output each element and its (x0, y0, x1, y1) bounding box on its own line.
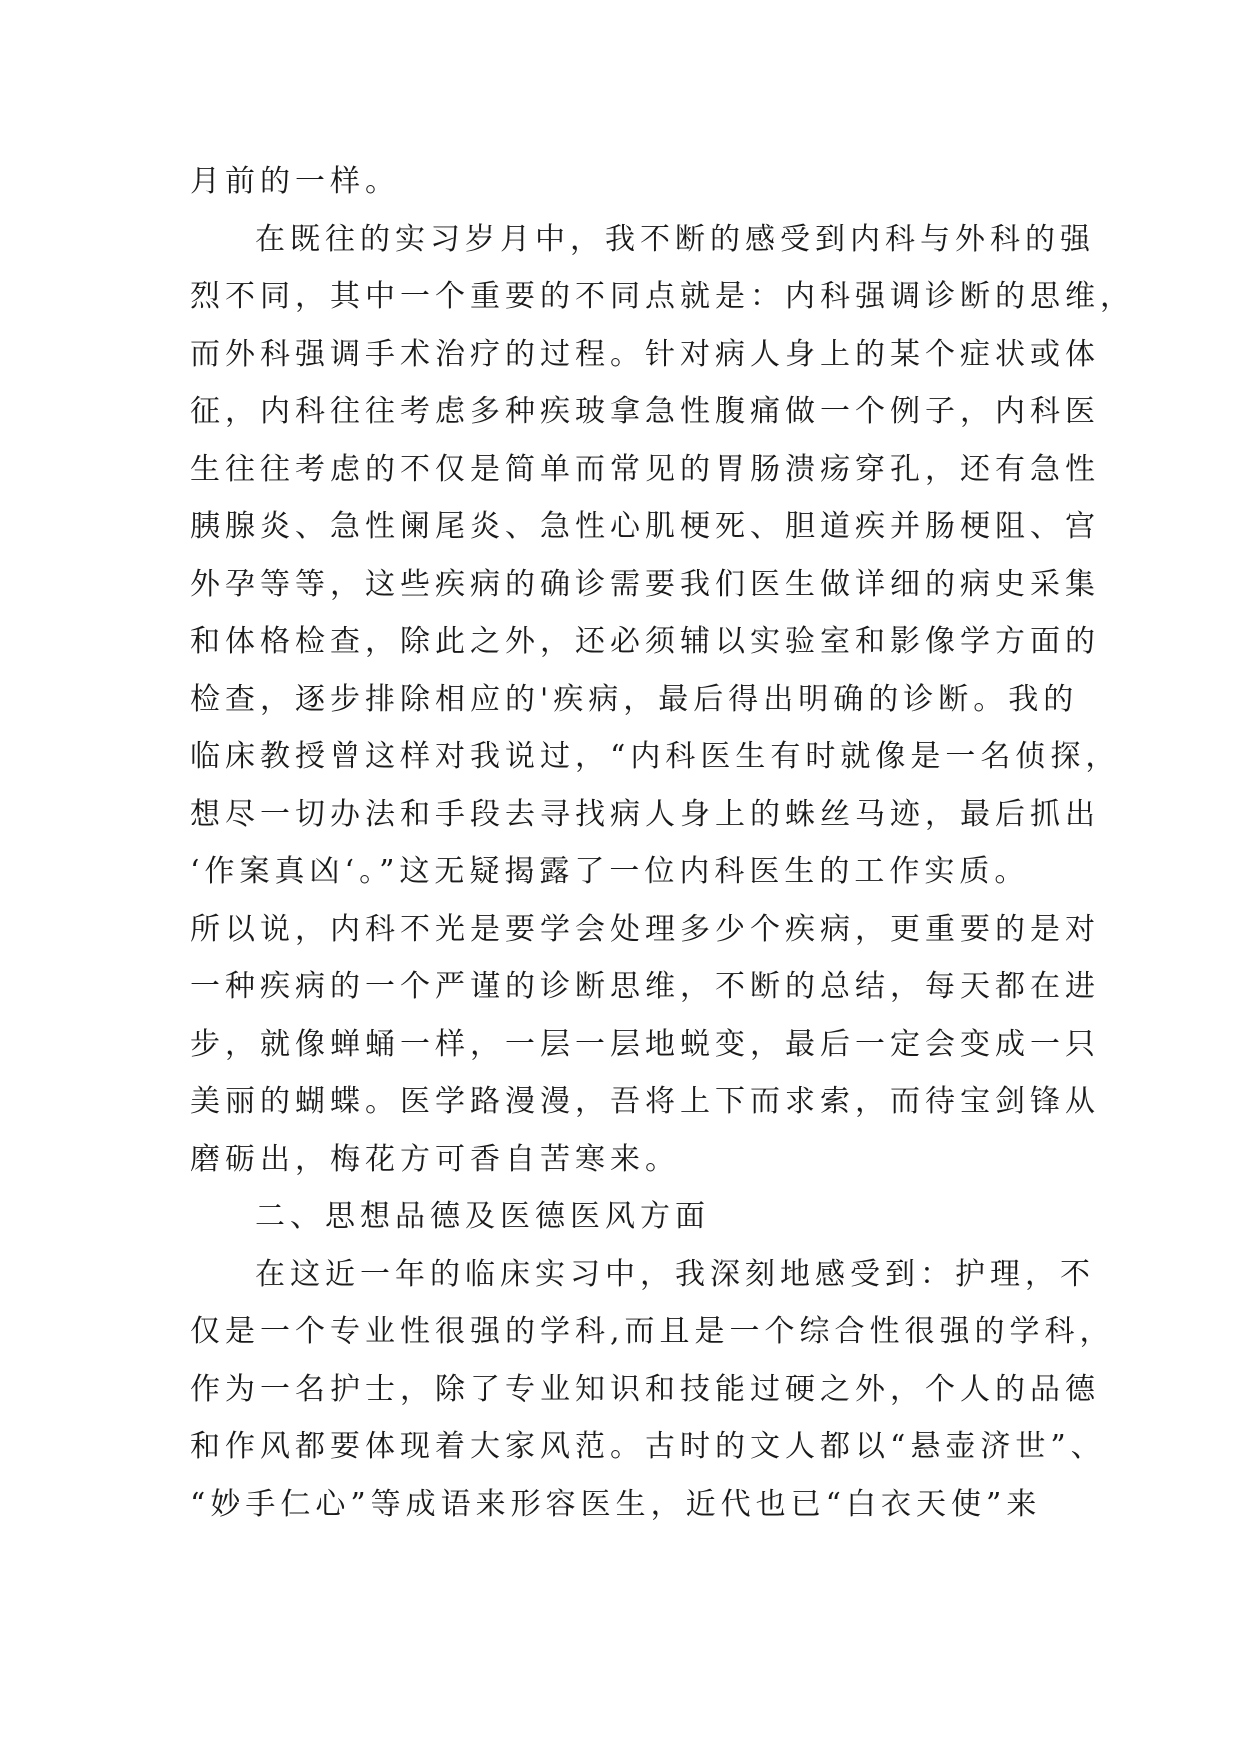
text-line: 生往往考虑的不仅是简单而常见的胃肠溃疡穿孔，还有急性 (190, 451, 1100, 487)
text-line: ‘作案真凶‘。”这无疑揭露了一位内科医生的工作实质。 (190, 854, 1030, 889)
text-line: 步，就像蝉蛹一样，一层一层地蜕变，最后一定会变成一只 (190, 1026, 1100, 1062)
document-body (190, 153, 1135, 1533)
text-line: 而外科强调手术治疗的过程。针对病人身上的某个症状或体 (190, 336, 1100, 372)
text-line: 磨砺出，梅花方可香自苦寒来。 (190, 1141, 680, 1177)
text-line: 月前的一样。 (190, 164, 400, 199)
text-line: 作为一名护士，除了专业知识和技能过硬之外，个人的品德 (190, 1371, 1100, 1407)
paragraph-start-line: 在这近一年的临床实习中，我深刻地感受到：护理，不 (255, 1256, 1095, 1292)
paragraph-start-line: 在既往的实习岁月中，我不断的感受到内科与外科的强 (255, 221, 1095, 257)
section-heading: 二、思想品德及医德医风方面 (255, 1199, 710, 1234)
text-line: 胰腺炎、急性阑尾炎、急性心肌梗死、胆道疾并肠梗阻、宫 (190, 509, 1100, 544)
text-line: 所以说，内科不光是要学会处理多少个疾病，更重要的是对 (190, 911, 1100, 947)
text-line: 检查，逐步排除相应的'疾病，最后得出明确的诊断。我的 (190, 681, 1079, 717)
text-line: 美丽的蝴蝶。医学路漫漫，吾将上下而求索，而待宝剑锋从 (190, 1084, 1100, 1119)
text-line: 和体格检查，除此之外，还必须辅以实验室和影像学方面的 (190, 624, 1100, 659)
text-line: 一种疾病的一个严谨的诊断思维，不断的总结，每天都在进 (190, 969, 1100, 1004)
text-line: 想尽一切办法和手段去寻找病人身上的蛛丝马迹，最后抓出 (190, 796, 1100, 832)
text-line: 仅是一个专业性很强的学科,而且是一个综合性很强的学科， (190, 1314, 1115, 1349)
text-line: 征，内科往往考虑多种疾玻拿急性腹痛做一个例子，内科医 (190, 394, 1100, 429)
text-line: “妙手仁心”等成语来形容医生，近代也已“白衣天使”来 (190, 1486, 1042, 1522)
text-line: 临床教授曾这样对我说过，“内科医生有时就像是一名侦探， (190, 739, 1121, 774)
text-line: 外孕等等，这些疾病的确诊需要我们医生做详细的病史采集 (190, 566, 1100, 602)
text-line: 烈不同，其中一个重要的不同点就是：内科强调诊断的思维， (190, 279, 1135, 314)
text-line: 和作风都要体现着大家风范。古时的文人都以“悬壶济世”、 (190, 1429, 1106, 1464)
